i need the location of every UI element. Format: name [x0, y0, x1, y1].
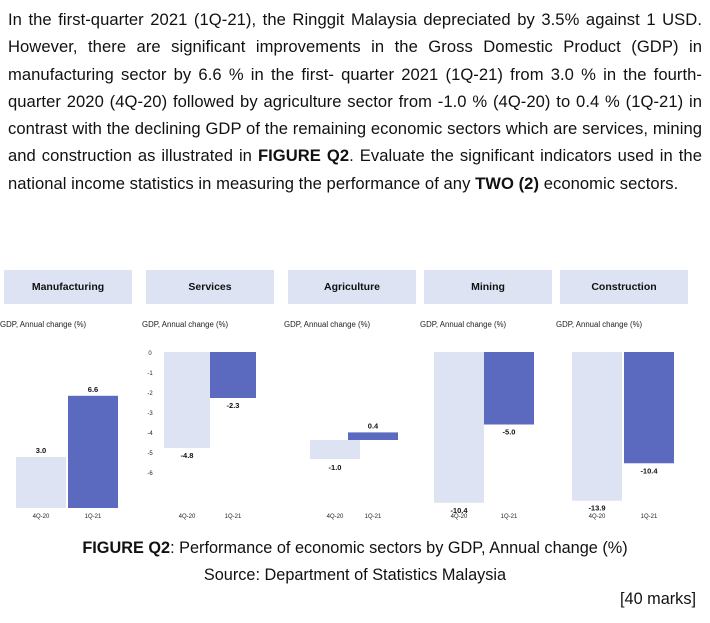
data-label: 0.4 [367, 421, 379, 431]
question-emphasis: TWO (2) [475, 173, 540, 193]
x-tick-label: 1Q-21 [224, 514, 242, 520]
x-tick-label: 4Q-20 [588, 514, 606, 520]
y-tick-label: -3 [147, 411, 153, 417]
chart-mining [420, 332, 556, 522]
data-label: -5.0 [502, 427, 516, 437]
y-tick-label: 0 [148, 351, 152, 357]
bar-4Q-20 [310, 440, 360, 459]
figure-q2-charts [0, 270, 710, 530]
figure-reference: FIGURE Q2 [257, 146, 350, 166]
panel-subtitle: GDP, Annual change (%) [556, 320, 643, 329]
data-label: -4.8 [180, 451, 194, 460]
chart-agriculture [284, 332, 420, 522]
y-tick-label: -1 [147, 371, 153, 377]
data-label: 6.6 [87, 384, 99, 394]
marks-label: [40 marks] [619, 590, 696, 608]
panel-agriculture [284, 270, 420, 520]
panel-title: Manufacturing [4, 270, 132, 304]
bar-1Q-21 [348, 432, 398, 440]
question-part2: . Evaluate the significant indicators used in the national income statistics in measuring the performance of any [8, 146, 702, 193]
y-tick-label: -2 [147, 391, 153, 397]
panel-construction [556, 270, 692, 520]
caption-label: FIGURE Q2 [82, 539, 171, 557]
bar-4Q-20 [434, 352, 484, 503]
panel-subtitle: GDP, Annual change (%) [284, 320, 371, 329]
x-tick-label: 1Q-21 [364, 514, 382, 520]
question-text [8, 6, 702, 197]
y-tick-label: -4 [147, 431, 153, 437]
panel-title: Services [146, 270, 274, 304]
panel-title: Mining [424, 270, 552, 304]
chart-manufacturing [0, 332, 136, 522]
x-tick-label: 1Q-21 [500, 514, 518, 520]
panel-mining [420, 270, 556, 520]
x-tick-label: 4Q-20 [178, 514, 196, 520]
bar-1Q-21 [68, 396, 118, 508]
panel-subtitle: GDP, Annual change (%) [420, 320, 507, 329]
data-label: -1.0 [328, 463, 342, 472]
chart-services [142, 332, 278, 522]
x-tick-label: 1Q-21 [84, 514, 102, 520]
question-part3: economic sectors. [539, 173, 679, 193]
caption-text: : Performance of economic sectors by GDP, Annual change (%) [170, 539, 628, 557]
x-tick-label: 4Q-20 [326, 514, 344, 520]
chart-construction [556, 332, 692, 522]
panel-title: Agriculture [288, 270, 416, 304]
data-label: -2.3 [226, 401, 240, 410]
bar-4Q-20 [164, 352, 210, 448]
data-label: -10.4 [640, 466, 658, 476]
y-tick-label: -5 [147, 451, 153, 457]
panel-services [142, 270, 278, 520]
panel-title: Construction [560, 270, 688, 304]
x-tick-label: 4Q-20 [450, 514, 468, 520]
bar-4Q-20 [572, 352, 622, 501]
question-part1: In the first-quarter 2021 (1Q-21), the Ringgit Malaysia depreciated by 3.5% against 1 USD. However, there are significant improvements in the Gross Domestic Product (GDP) in manufacturing sector by 6.6 % in the first- quarter 2021 (1Q-21) from 3.0 % in the fourth-quarter 2020 (4Q-20) followed by agriculture sector from -1.0 % (4Q-20) to 0.4 % (1Q-21) in contrast with the declining GDP of the remaining economic sectors which are services, mining and construction as illustrated in [8, 10, 702, 166]
panel-subtitle: GDP, Annual change (%) [0, 320, 87, 329]
figure-caption [0, 535, 710, 589]
panel-manufacturing [0, 270, 136, 520]
caption-source: Source: Department of Statistics Malaysia [203, 566, 507, 584]
bar-1Q-21 [210, 352, 256, 398]
x-tick-label: 4Q-20 [32, 514, 50, 520]
data-label: -13.9 [588, 503, 606, 513]
panel-subtitle: GDP, Annual change (%) [142, 320, 229, 329]
data-label: -10.4 [450, 505, 468, 515]
y-tick-label: -6 [147, 471, 153, 477]
bar-4Q-20 [16, 457, 66, 508]
x-tick-label: 1Q-21 [640, 514, 658, 520]
bar-1Q-21 [484, 352, 534, 425]
bar-1Q-21 [624, 352, 674, 463]
data-label: 3.0 [35, 446, 47, 455]
